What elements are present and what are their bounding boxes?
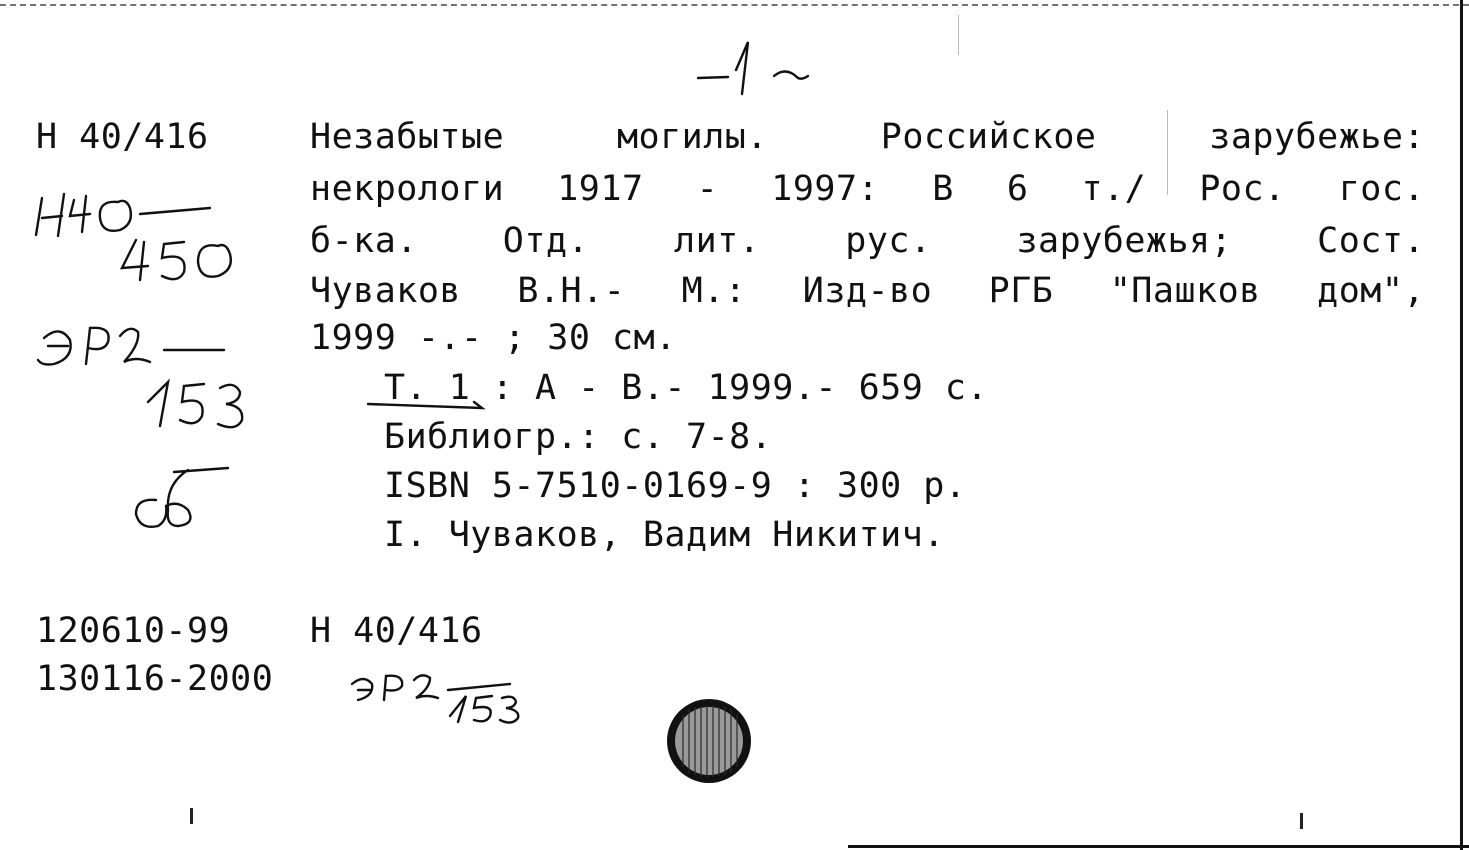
isbn-line: ISBN 5-7510-0169-9 : 300 р. [384,466,967,506]
card-right-edge [1460,0,1463,850]
inventory-code-2 [340,660,540,730]
card-top-edge [0,4,1469,6]
shelf-mark: Н 40/416 [36,117,209,157]
title-line-3: б-ка. Отд. лит. рус. зарубежья; Сост. [310,221,1425,261]
title-line-2: некрологи 1917 - 1997: В 6 т./ Рос. гос. [310,169,1425,209]
card-punch-hole [663,695,757,789]
inventory-number-1: 120610-99 [36,611,231,651]
bottom-tick-left [190,808,193,824]
title-line-1: Незабытые могилы. Российское зарубежье: [310,117,1425,157]
handwritten-code-1 [36,194,231,280]
handwritten-code-2 [38,328,242,427]
volume-line: Т. 1 : А - В.- 1999.- 659 с. [384,368,989,408]
card-bottom-edge [848,845,1469,848]
page-number-mark [690,30,830,100]
scan-artifact-line [958,15,959,55]
bibliography-line: Библиогр.: с. 7-8. [384,417,773,457]
title-line-4: Чуваков В.Н.- М.: Изд-во РГБ "Пашков дом", [310,271,1425,311]
author-entry: I. Чуваков, Вадим Никитич. [384,515,945,555]
handwritten-code-3 [136,468,228,527]
inventory-code-1: Н 40/416 [310,611,483,651]
bottom-tick-right [1300,813,1303,829]
handwritten-call-numbers [28,180,258,510]
title-line-5: 1999 -.- ; 30 см. [310,318,677,358]
inventory-number-2: 130116-2000 [36,659,274,699]
